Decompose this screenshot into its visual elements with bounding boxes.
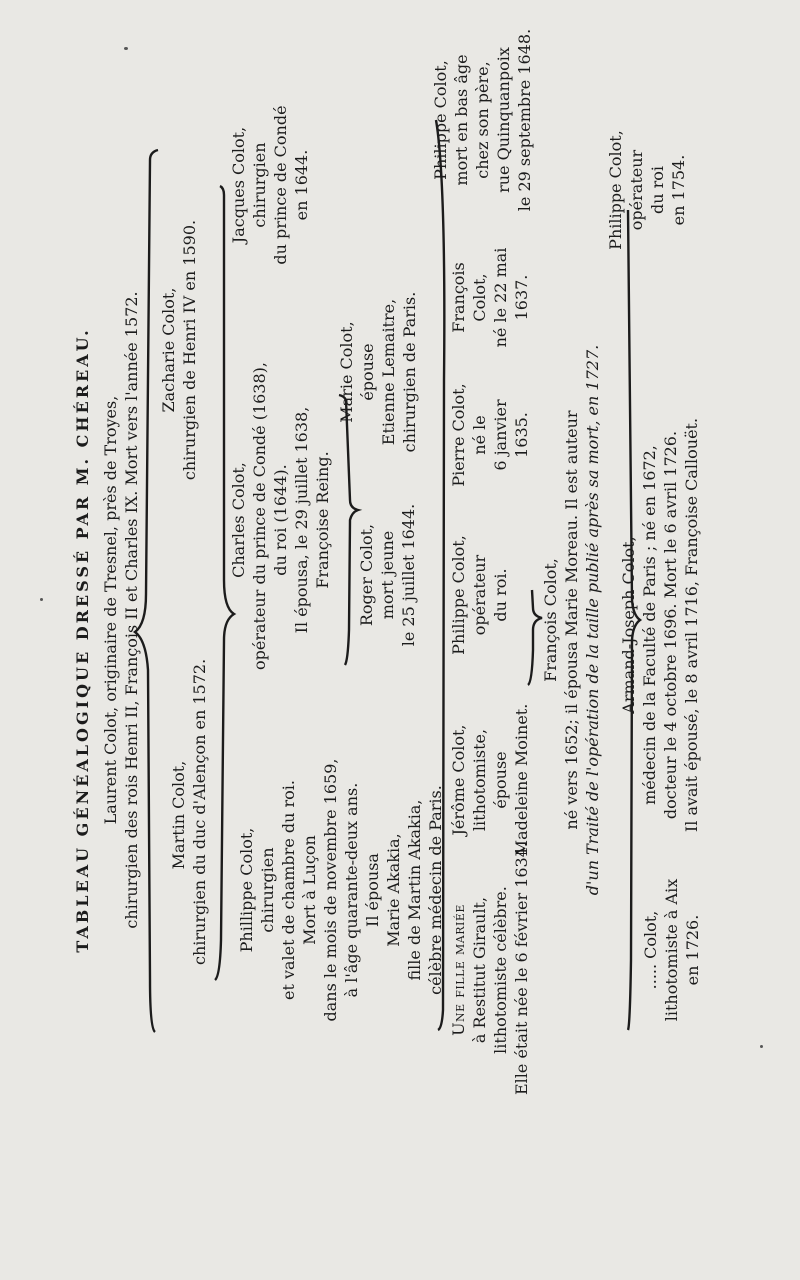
philippe-1648-line-2: mort en bas âge <box>452 54 471 186</box>
phillippe-line-6: à l'âge quarante-deux ans. <box>342 782 361 998</box>
charles-line-4: Il épousa, le 29 juillet 1638, <box>292 406 311 634</box>
zacharie-line-1: Zacharie Colot, <box>159 287 178 413</box>
jerome-line-4: Madeleine Moinet. <box>512 703 531 857</box>
philippe-1754-line-1: Philippe Colot, <box>606 130 625 250</box>
zacharie-colot-entry <box>158 190 200 510</box>
jerome-line-3: épouse <box>491 751 510 809</box>
philippe-1648-entry <box>430 20 535 220</box>
scan-speck <box>124 47 128 50</box>
jerome-line-2: lithotomiste, <box>470 728 489 832</box>
marie-colot-entry <box>336 272 420 472</box>
philippe-operateur-entry <box>448 520 511 670</box>
phillippe-line-8: Marie Akakia, <box>384 833 403 947</box>
francois-1637-line-3: né le 22 mai <box>491 247 510 348</box>
scan-speck <box>760 1045 763 1048</box>
philippe-1648-line-4: rue Quinquanpoix <box>494 47 513 193</box>
armand-line-3: docteur le 4 octobre 1696. Mort le 6 avril 1726. <box>661 430 680 820</box>
colot-aix-entry <box>640 860 703 1040</box>
roger-colot-entry <box>356 470 419 680</box>
jacques-line-3: du prince de Condé <box>271 105 290 265</box>
armand-line-2: médecin de la Faculté de Paris ; né en 1672, <box>640 445 659 805</box>
philippe-1648-line-1: Philippe Colot, <box>431 60 450 180</box>
roger-line-2: mort jeune <box>378 530 397 620</box>
martin-colot-entry <box>168 658 210 965</box>
pierre-line-4: 1635. <box>512 412 531 458</box>
laurent-line-2: chirurgien des rois Henri II, François II et Charles IX. Mort vers l'année 1572. <box>122 291 141 929</box>
philippe-op-line-1: Philippe Colot, <box>449 535 468 655</box>
philippe-op-line-3: du roi. <box>491 568 510 622</box>
phillippe-line-5: dans le mois de novembre 1659, <box>321 758 340 1022</box>
francois-1637-line-4: 1637. <box>512 274 531 321</box>
francois-line-2: né vers 1652; il épousa Marie Moreau. Il est auteur <box>562 410 581 830</box>
aix-line-2: lithotomiste à Aix <box>662 878 681 1022</box>
francois-1637-entry <box>448 240 532 355</box>
marie-line-4: chirurgien de Paris. <box>400 291 419 453</box>
charles-line-5: Françoise Reing. <box>313 451 332 589</box>
laurent-line-1: Laurent Colot, originaire de Tresnel, près de Troyes, <box>101 395 120 825</box>
marie-line-3: Etienne Lemaitre, <box>379 298 398 446</box>
jerome-colot-entry <box>448 700 532 860</box>
philippe-1648-line-3: chez son père, <box>473 61 492 179</box>
philippe-1754-line-3: du roi <box>648 165 667 215</box>
philippe-1648-line-5: le 29 septembre 1648. <box>515 28 534 212</box>
armand-joseph-colot-entry <box>618 415 702 835</box>
charles-line-2: opérateur du prince de Condé (1638), <box>250 362 269 670</box>
fille-line-2: à Restitut Girault, <box>470 896 489 1044</box>
fille-line-4: Elle était née le 6 février 1634. <box>512 841 531 1095</box>
philippe-1754-entry <box>605 125 689 255</box>
jacques-line-2: chirurgien <box>250 142 269 228</box>
martin-line-1: Martin Colot, <box>169 760 188 870</box>
pierre-line-3: 6 janvier <box>491 399 510 471</box>
jacques-colot-entry <box>228 85 312 285</box>
philippe-1754-line-2: opérateur <box>627 149 646 231</box>
charles-line-1: Charles Colot, <box>229 462 248 578</box>
roger-line-1: Roger Colot, <box>357 523 376 627</box>
pierre-colot-entry <box>448 380 532 490</box>
francois-1637-line-1: François <box>449 262 468 333</box>
philippe-op-line-2: opérateur <box>470 554 489 636</box>
charles-colot-entry <box>228 362 333 670</box>
jacques-line-1: Jacques Colot, <box>229 126 248 244</box>
table-title: TABLEAU GÉNÉALOGIQUE DRESSÉ PAR M. CHÉREAU. <box>73 327 92 953</box>
marie-line-1: Marie Colot, <box>337 321 356 423</box>
jacques-line-4: en 1644. <box>292 149 311 221</box>
fille-line-3: lithotomiste célèbre. <box>491 886 510 1054</box>
pierre-line-2: né le <box>470 415 489 455</box>
fille-line-1: Une fille mariée <box>449 904 468 1036</box>
roger-line-3: le 25 juillet 1644. <box>399 503 418 647</box>
phillippe-line-10: célèbre médecin de Paris. <box>426 785 445 995</box>
phillippe-colot-entry <box>236 745 446 1035</box>
francois-colot-entry <box>540 330 603 910</box>
pierre-line-1: Pierre Colot, <box>449 383 468 487</box>
francois-line-3: d'un Traité de l'opération de la taille publié après sa mort, en 1727. <box>583 344 602 896</box>
jerome-line-1: Jérôme Colot, <box>449 724 468 836</box>
philippe-1754-line-4: en 1754. <box>669 154 688 226</box>
phillippe-line-9: fille de Martin Akakia, <box>405 799 424 981</box>
marie-line-2: épouse <box>358 343 377 401</box>
armand-line-1: Armand-Joseph Colot, <box>619 536 638 714</box>
martin-line-2: chirurgien du duc d'Alençon en 1572. <box>190 658 209 965</box>
phillippe-line-1: Phillippe Colot, <box>237 827 256 953</box>
phillippe-line-2: chirurgien <box>258 847 277 933</box>
aix-line-1: ..... Colot, <box>641 910 660 990</box>
phillippe-line-4: Mort à Luçon <box>300 835 319 945</box>
scan-speck <box>40 598 43 601</box>
francois-line-1: François Colot, <box>541 558 560 682</box>
francois-1637-line-2: Colot, <box>470 273 489 322</box>
charles-line-3: du roi (1644). <box>271 464 290 576</box>
phillippe-line-7: Il épousa <box>363 853 382 927</box>
aix-line-3: en 1726. <box>683 914 702 986</box>
armand-line-4: Il avait épousé, le 8 avril 1716, Françoise Callouët. <box>682 417 701 833</box>
laurent-colot-entry <box>100 110 142 1110</box>
phillippe-line-3: et valet de chambre du roi. <box>279 780 298 1000</box>
zacharie-line-2: chirurgien de Henri IV en 1590. <box>180 219 199 481</box>
fille-colot-entry <box>448 841 532 1095</box>
